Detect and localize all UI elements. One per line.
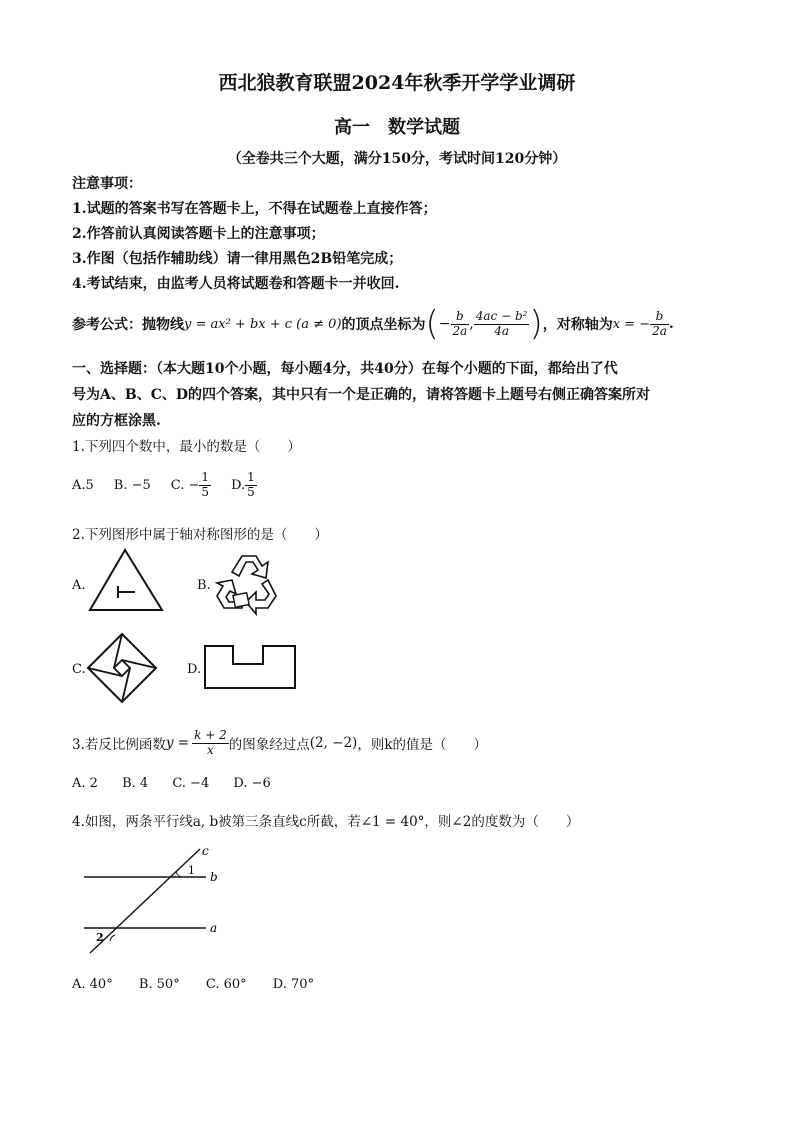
section1-line3: 应的方框涂黑. [72, 413, 161, 429]
label-b: b [210, 870, 218, 884]
section1-line2: 号为A、B、C、D的四个答案，其中只有一个是正确的，请将答题卡上题号右侧正确答案所对 [72, 387, 650, 403]
note-item-3: 3.作图（包括作辅助线）请一律用黑色2B铅笔完成； [72, 251, 403, 267]
notes-heading: 注意事项： [72, 176, 142, 192]
page-title: 西北狼教育联盟2024年秋季开学学业调研 [218, 72, 576, 94]
q3-option-a: A. 2 [72, 776, 98, 791]
reference-formula: 参考公式：抛物线 y = ax² + bx + c (a ≠ 0) 的顶点坐标为 ( − $\frac{b}{2a}$ , $\frac{\text{4ac − b²}}{4a}$ ) ，对称轴为 x = − $\frac{b}{2a}$ . [72, 304, 674, 344]
q2-option-c: C. [72, 662, 86, 677]
q3-option-b: B. 4 [122, 776, 149, 791]
label-a: a [210, 921, 218, 935]
formula-middle: 的顶点坐标为 [341, 317, 426, 333]
q1-option-c-fraction: $\frac{1}{5}$ [201, 470, 210, 499]
formula-prefix: 参考公式：抛物线 [72, 317, 184, 333]
q1-option-c: C. − [170, 477, 200, 493]
vertex-y-fraction: $\frac{\text{4ac − b²}}{4a}$ [475, 309, 528, 338]
label-c: c [202, 844, 209, 858]
line-c [90, 849, 200, 953]
angle-2-label: 2 [96, 931, 104, 944]
note-item-1: 1.试题的答案书写在答题卡上，不得在试题卷上直接作答； [72, 201, 437, 217]
question-4-stem: 4.如图，两条平行线a, b被第三条直线c所截，若∠1 = 40°，则∠2的度数为（ ） [72, 814, 580, 830]
question-1-stem: 1.下列四个数中，最小的数是（ ） [72, 439, 301, 455]
q1-option-d-fraction: $\frac{1}{5}$ [247, 470, 255, 499]
q2-option-d: D. [187, 662, 202, 677]
q3-function-fraction: $\frac{k + 2}{x}$ [194, 728, 227, 757]
q2-figure-c-pinwheel [86, 632, 158, 704]
note-item-4: 4.考试结束，由监考人员将试题卷和答题卡一并收回. [72, 276, 400, 292]
exam-info: （全卷共三个大题，满分150分，考试时间120分钟） [227, 151, 567, 167]
q2-figure-b-recycle-icon [212, 550, 280, 616]
q4-option-d: D. 70° [272, 977, 315, 992]
axis-text: ，对称轴为 [542, 317, 613, 333]
angle-1-label: 1 [188, 864, 195, 877]
q2-option-a: A. [72, 578, 86, 593]
axis-equation: x = − [612, 316, 651, 332]
left-paren: ( [425, 304, 439, 344]
right-paren: ) [529, 304, 543, 344]
vertex-x-fraction: $\frac{b}{2a}$ [452, 309, 468, 338]
q3-point: (2, −2) [309, 735, 358, 751]
q2-figure-a-triangle [88, 548, 164, 612]
question-1-options [72, 465, 257, 505]
q2-figure-d-notched-rectangle [203, 644, 297, 690]
q3-option-d: D. −6 [233, 776, 271, 791]
parabola-equation: y = ax² + bx + c (a ≠ 0) [184, 316, 342, 332]
question-3-stem [72, 723, 487, 763]
q3-stem-middle: 的图象经过点 [228, 737, 310, 753]
question-4-options [72, 977, 314, 992]
q3-option-c: C. −4 [172, 776, 210, 791]
question-3-options [72, 776, 271, 791]
q2-option-b: B. [197, 578, 211, 593]
q1-option-a: A.5 [72, 477, 94, 493]
q4-option-b: B. 50° [138, 977, 180, 992]
q1-option-d: D. [231, 477, 246, 493]
q3-y-equals: y = [165, 735, 190, 751]
q3-stem-suffix: ，则k的值是（ ） [357, 737, 488, 753]
exam-subject: 高一 数学试题 [334, 117, 460, 138]
note-item-2: 2.作答前认真阅读答题卡上的注意事项； [72, 226, 325, 242]
question-2-stem: 2.下列图形中属于轴对称图形的是（ ） [72, 527, 328, 543]
q4-option-c: C. 60° [205, 977, 247, 992]
q4-option-a: A. 40° [72, 977, 113, 992]
q4-parallel-lines-figure [80, 843, 230, 958]
q1-option-b: B. −5 [113, 477, 151, 493]
axis-fraction: $\frac{b}{2a}$ [652, 309, 667, 338]
q3-stem-prefix: 3.若反比例函数 [72, 737, 166, 753]
section1-line1: 一、选择题：（本大题10个小题，每小题4分，共40分）在每个小题的下面，都给出了代 [72, 361, 618, 377]
